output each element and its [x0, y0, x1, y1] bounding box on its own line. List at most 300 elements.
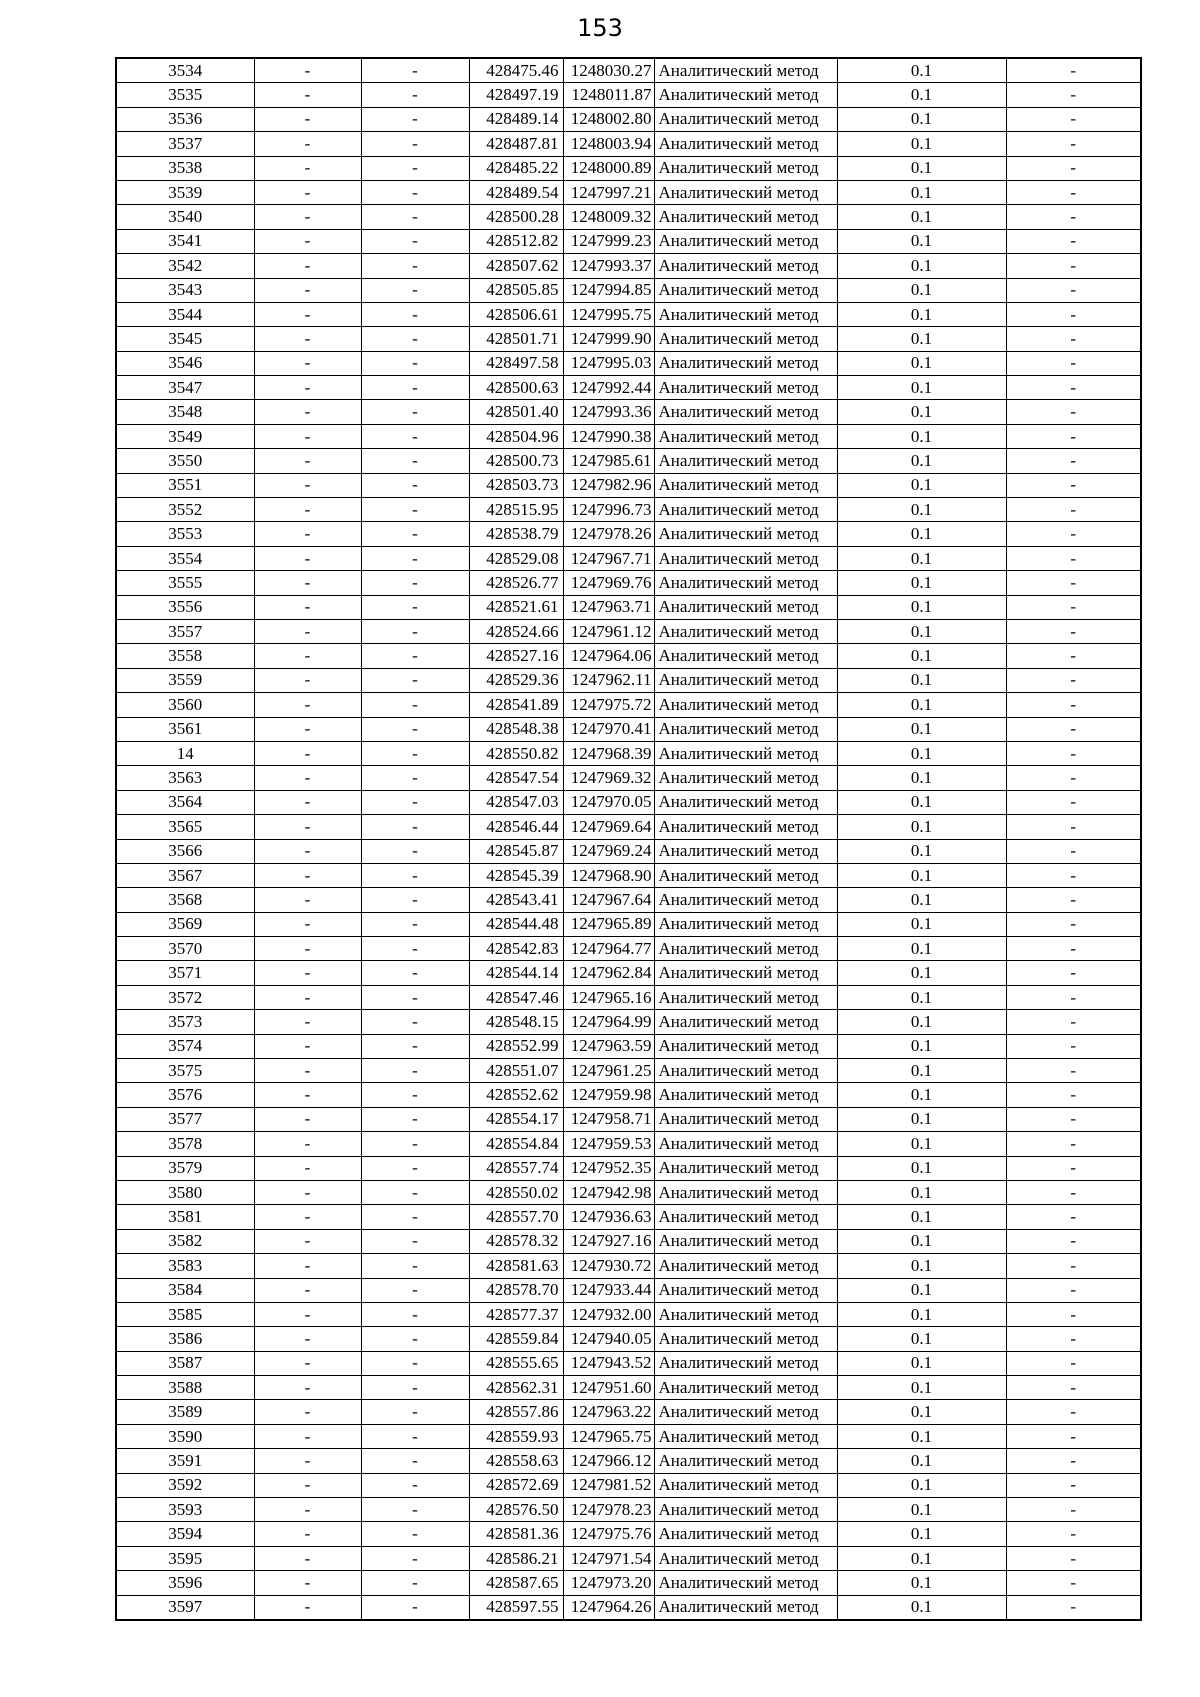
col-3-value: -: [361, 1083, 469, 1107]
accuracy-cell: 0.1: [837, 1424, 1006, 1448]
y-coordinate: 1247968.90: [563, 863, 654, 887]
method-cell: Аналитический метод: [654, 912, 837, 936]
accuracy-cell: 0.1: [837, 156, 1006, 180]
method-cell: Аналитический метод: [654, 1595, 837, 1620]
point-number: 3549: [116, 424, 254, 448]
point-number: 3580: [116, 1180, 254, 1204]
col-2-value: -: [254, 1449, 361, 1473]
table-row: [116, 107, 1141, 131]
accuracy-cell: 0.1: [837, 1327, 1006, 1351]
accuracy-cell: 0.1: [837, 839, 1006, 863]
accuracy-cell: 0.1: [837, 1229, 1006, 1253]
method-cell: Аналитический метод: [654, 302, 837, 326]
col-3-value: -: [361, 619, 469, 643]
note-cell: -: [1006, 839, 1141, 863]
y-coordinate: 1247969.64: [563, 815, 654, 839]
col-2-value: -: [254, 961, 361, 985]
note-cell: -: [1006, 1059, 1141, 1083]
method-cell: Аналитический метод: [654, 180, 837, 204]
accuracy-cell: 0.1: [837, 229, 1006, 253]
note-cell: -: [1006, 766, 1141, 790]
point-number: 3573: [116, 1010, 254, 1034]
method-cell: Аналитический метод: [654, 1546, 837, 1570]
col-2-value: -: [254, 156, 361, 180]
accuracy-cell: 0.1: [837, 693, 1006, 717]
point-number: 3557: [116, 619, 254, 643]
table-row: [116, 1010, 1141, 1034]
accuracy-cell: 0.1: [837, 1400, 1006, 1424]
method-cell: Аналитический метод: [654, 1254, 837, 1278]
point-number: 14: [116, 741, 254, 765]
table-row: [116, 400, 1141, 424]
col-2-value: -: [254, 619, 361, 643]
x-coordinate: 428545.39: [469, 863, 563, 887]
table-row: [116, 1351, 1141, 1375]
col-2-value: -: [254, 424, 361, 448]
method-cell: Аналитический метод: [654, 351, 837, 375]
method-cell: Аналитический метод: [654, 327, 837, 351]
note-cell: -: [1006, 863, 1141, 887]
y-coordinate: 1247967.71: [563, 546, 654, 570]
table-row: [116, 985, 1141, 1009]
col-2-value: -: [254, 205, 361, 229]
col-3-value: -: [361, 937, 469, 961]
col-2-value: -: [254, 1498, 361, 1522]
point-number: 3541: [116, 229, 254, 253]
col-2-value: -: [254, 741, 361, 765]
x-coordinate: 428542.83: [469, 937, 563, 961]
col-2-value: -: [254, 546, 361, 570]
table-row: [116, 1595, 1141, 1620]
note-cell: -: [1006, 546, 1141, 570]
point-number: 3595: [116, 1546, 254, 1570]
accuracy-cell: 0.1: [837, 473, 1006, 497]
point-number: 3579: [116, 1156, 254, 1180]
method-cell: Аналитический метод: [654, 1424, 837, 1448]
note-cell: -: [1006, 254, 1141, 278]
method-cell: Аналитический метод: [654, 644, 837, 668]
y-coordinate: 1247930.72: [563, 1254, 654, 1278]
accuracy-cell: 0.1: [837, 1010, 1006, 1034]
x-coordinate: 428559.93: [469, 1424, 563, 1448]
x-coordinate: 428547.46: [469, 985, 563, 1009]
col-2-value: -: [254, 766, 361, 790]
table-row: [116, 132, 1141, 156]
col-2-value: -: [254, 254, 361, 278]
y-coordinate: 1247995.75: [563, 302, 654, 326]
table-row: [116, 58, 1141, 83]
method-cell: Аналитический метод: [654, 498, 837, 522]
accuracy-cell: 0.1: [837, 546, 1006, 570]
y-coordinate: 1247964.99: [563, 1010, 654, 1034]
accuracy-cell: 0.1: [837, 498, 1006, 522]
page-number: 153: [577, 14, 623, 42]
x-coordinate: 428524.66: [469, 619, 563, 643]
col-3-value: -: [361, 1059, 469, 1083]
col-3-value: -: [361, 985, 469, 1009]
note-cell: -: [1006, 205, 1141, 229]
accuracy-cell: 0.1: [837, 302, 1006, 326]
x-coordinate: 428578.70: [469, 1278, 563, 1302]
y-coordinate: 1247999.90: [563, 327, 654, 351]
point-number: 3596: [116, 1571, 254, 1595]
point-number: 3542: [116, 254, 254, 278]
point-number: 3583: [116, 1254, 254, 1278]
col-2-value: -: [254, 815, 361, 839]
col-2-value: -: [254, 1571, 361, 1595]
table-row: [116, 595, 1141, 619]
y-coordinate: 1248030.27: [563, 58, 654, 83]
table-row: [116, 1132, 1141, 1156]
y-coordinate: 1247962.11: [563, 668, 654, 692]
col-2-value: -: [254, 1473, 361, 1497]
point-number: 3571: [116, 961, 254, 985]
x-coordinate: 428500.28: [469, 205, 563, 229]
accuracy-cell: 0.1: [837, 1132, 1006, 1156]
point-number: 3572: [116, 985, 254, 1009]
point-number: 3569: [116, 912, 254, 936]
accuracy-cell: 0.1: [837, 717, 1006, 741]
y-coordinate: 1247963.59: [563, 1034, 654, 1058]
point-number: 3592: [116, 1473, 254, 1497]
note-cell: -: [1006, 522, 1141, 546]
method-cell: Аналитический метод: [654, 619, 837, 643]
y-coordinate: 1247961.25: [563, 1059, 654, 1083]
table-row: [116, 1498, 1141, 1522]
note-cell: -: [1006, 473, 1141, 497]
col-2-value: -: [254, 1546, 361, 1570]
point-number: 3544: [116, 302, 254, 326]
note-cell: -: [1006, 498, 1141, 522]
table-row: [116, 254, 1141, 278]
col-2-value: -: [254, 1327, 361, 1351]
table-row: [116, 376, 1141, 400]
col-3-value: -: [361, 741, 469, 765]
point-number: 3567: [116, 863, 254, 887]
note-cell: -: [1006, 327, 1141, 351]
x-coordinate: 428552.99: [469, 1034, 563, 1058]
y-coordinate: 1247959.53: [563, 1132, 654, 1156]
y-coordinate: 1247961.12: [563, 619, 654, 643]
point-number: 3536: [116, 107, 254, 131]
accuracy-cell: 0.1: [837, 83, 1006, 107]
method-cell: Аналитический метод: [654, 132, 837, 156]
col-2-value: -: [254, 302, 361, 326]
y-coordinate: 1247969.76: [563, 571, 654, 595]
method-cell: Аналитический метод: [654, 1059, 837, 1083]
method-cell: Аналитический метод: [654, 1278, 837, 1302]
y-coordinate: 1247969.24: [563, 839, 654, 863]
table-row: [116, 546, 1141, 570]
col-3-value: -: [361, 1156, 469, 1180]
method-cell: Аналитический метод: [654, 595, 837, 619]
point-number: 3566: [116, 839, 254, 863]
col-2-value: -: [254, 937, 361, 961]
y-coordinate: 1247992.44: [563, 376, 654, 400]
x-coordinate: 428572.69: [469, 1473, 563, 1497]
table-row: [116, 1229, 1141, 1253]
accuracy-cell: 0.1: [837, 424, 1006, 448]
col-3-value: -: [361, 1254, 469, 1278]
col-2-value: -: [254, 1302, 361, 1326]
col-2-value: -: [254, 58, 361, 83]
note-cell: -: [1006, 1498, 1141, 1522]
note-cell: -: [1006, 229, 1141, 253]
method-cell: Аналитический метод: [654, 766, 837, 790]
x-coordinate: 428507.62: [469, 254, 563, 278]
note-cell: -: [1006, 1522, 1141, 1546]
col-3-value: -: [361, 766, 469, 790]
x-coordinate: 428487.81: [469, 132, 563, 156]
accuracy-cell: 0.1: [837, 1376, 1006, 1400]
point-number: 3548: [116, 400, 254, 424]
col-3-value: -: [361, 327, 469, 351]
x-coordinate: 428526.77: [469, 571, 563, 595]
note-cell: -: [1006, 1595, 1141, 1620]
note-cell: -: [1006, 1327, 1141, 1351]
note-cell: -: [1006, 83, 1141, 107]
method-cell: Аналитический метод: [654, 717, 837, 741]
col-2-value: -: [254, 1254, 361, 1278]
method-cell: Аналитический метод: [654, 473, 837, 497]
x-coordinate: 428544.14: [469, 961, 563, 985]
note-cell: -: [1006, 376, 1141, 400]
table-row: [116, 229, 1141, 253]
col-2-value: -: [254, 839, 361, 863]
note-cell: -: [1006, 644, 1141, 668]
x-coordinate: 428551.07: [469, 1059, 563, 1083]
point-number: 3588: [116, 1376, 254, 1400]
point-number: 3558: [116, 644, 254, 668]
method-cell: Аналитический метод: [654, 1034, 837, 1058]
table-row: [116, 83, 1141, 107]
method-cell: Аналитический метод: [654, 1449, 837, 1473]
accuracy-cell: 0.1: [837, 595, 1006, 619]
col-2-value: -: [254, 595, 361, 619]
accuracy-cell: 0.1: [837, 376, 1006, 400]
point-number: 3578: [116, 1132, 254, 1156]
note-cell: -: [1006, 912, 1141, 936]
col-3-value: -: [361, 1351, 469, 1375]
y-coordinate: 1247997.21: [563, 180, 654, 204]
y-coordinate: 1247985.61: [563, 449, 654, 473]
col-3-value: -: [361, 839, 469, 863]
y-coordinate: 1247969.32: [563, 766, 654, 790]
point-number: 3543: [116, 278, 254, 302]
col-3-value: -: [361, 424, 469, 448]
point-number: 3577: [116, 1107, 254, 1131]
table-row: [116, 424, 1141, 448]
x-coordinate: 428559.84: [469, 1327, 563, 1351]
x-coordinate: 428497.19: [469, 83, 563, 107]
point-number: 3550: [116, 449, 254, 473]
col-3-value: -: [361, 180, 469, 204]
y-coordinate: 1248000.89: [563, 156, 654, 180]
col-2-value: -: [254, 1351, 361, 1375]
table-row: [116, 644, 1141, 668]
method-cell: Аналитический метод: [654, 205, 837, 229]
accuracy-cell: 0.1: [837, 1449, 1006, 1473]
col-3-value: -: [361, 1595, 469, 1620]
y-coordinate: 1247996.73: [563, 498, 654, 522]
method-cell: Аналитический метод: [654, 1376, 837, 1400]
table-row: [116, 1156, 1141, 1180]
point-number: 3582: [116, 1229, 254, 1253]
method-cell: Аналитический метод: [654, 1498, 837, 1522]
x-coordinate: 428505.85: [469, 278, 563, 302]
method-cell: Аналитический метод: [654, 1083, 837, 1107]
table-row: [116, 180, 1141, 204]
x-coordinate: 428576.50: [469, 1498, 563, 1522]
y-coordinate: 1247975.72: [563, 693, 654, 717]
col-2-value: -: [254, 888, 361, 912]
col-2-value: -: [254, 1180, 361, 1204]
point-number: 3540: [116, 205, 254, 229]
x-coordinate: 428555.65: [469, 1351, 563, 1375]
table-row: [116, 1302, 1141, 1326]
col-3-value: -: [361, 668, 469, 692]
accuracy-cell: 0.1: [837, 1473, 1006, 1497]
col-2-value: -: [254, 1229, 361, 1253]
accuracy-cell: 0.1: [837, 1595, 1006, 1620]
y-coordinate: 1247975.76: [563, 1522, 654, 1546]
point-number: 3546: [116, 351, 254, 375]
y-coordinate: 1247966.12: [563, 1449, 654, 1473]
point-number: 3538: [116, 156, 254, 180]
col-3-value: -: [361, 1107, 469, 1131]
note-cell: -: [1006, 815, 1141, 839]
col-3-value: -: [361, 400, 469, 424]
col-2-value: -: [254, 644, 361, 668]
table-row: [116, 839, 1141, 863]
accuracy-cell: 0.1: [837, 254, 1006, 278]
col-2-value: -: [254, 717, 361, 741]
coordinates-table: [115, 57, 1142, 1621]
col-2-value: -: [254, 376, 361, 400]
note-cell: -: [1006, 424, 1141, 448]
col-3-value: -: [361, 58, 469, 83]
y-coordinate: 1247933.44: [563, 1278, 654, 1302]
accuracy-cell: 0.1: [837, 644, 1006, 668]
table-row: [116, 1424, 1141, 1448]
col-2-value: -: [254, 229, 361, 253]
table-row: [116, 1522, 1141, 1546]
point-number: 3597: [116, 1595, 254, 1620]
col-2-value: -: [254, 473, 361, 497]
table-row: [116, 888, 1141, 912]
col-3-value: -: [361, 1180, 469, 1204]
col-3-value: -: [361, 1010, 469, 1034]
table-row: [116, 1473, 1141, 1497]
col-2-value: -: [254, 351, 361, 375]
col-3-value: -: [361, 693, 469, 717]
method-cell: Аналитический метод: [654, 571, 837, 595]
accuracy-cell: 0.1: [837, 815, 1006, 839]
table-body: [116, 58, 1141, 1620]
method-cell: Аналитический метод: [654, 1010, 837, 1034]
x-coordinate: 428557.70: [469, 1205, 563, 1229]
y-coordinate: 1247994.85: [563, 278, 654, 302]
note-cell: -: [1006, 1400, 1141, 1424]
col-3-value: -: [361, 1571, 469, 1595]
method-cell: Аналитический метод: [654, 863, 837, 887]
col-2-value: -: [254, 1034, 361, 1058]
col-2-value: -: [254, 1059, 361, 1083]
col-3-value: -: [361, 229, 469, 253]
method-cell: Аналитический метод: [654, 1400, 837, 1424]
accuracy-cell: 0.1: [837, 1302, 1006, 1326]
accuracy-cell: 0.1: [837, 1498, 1006, 1522]
col-3-value: -: [361, 254, 469, 278]
col-2-value: -: [254, 863, 361, 887]
note-cell: -: [1006, 156, 1141, 180]
method-cell: Аналитический метод: [654, 1351, 837, 1375]
col-3-value: -: [361, 1302, 469, 1326]
note-cell: -: [1006, 937, 1141, 961]
method-cell: Аналитический метод: [654, 1180, 837, 1204]
note-cell: -: [1006, 1424, 1141, 1448]
accuracy-cell: 0.1: [837, 327, 1006, 351]
accuracy-cell: 0.1: [837, 1351, 1006, 1375]
method-cell: Аналитический метод: [654, 1327, 837, 1351]
accuracy-cell: 0.1: [837, 1546, 1006, 1570]
note-cell: -: [1006, 790, 1141, 814]
col-2-value: -: [254, 693, 361, 717]
table-row: [116, 156, 1141, 180]
point-number: 3591: [116, 1449, 254, 1473]
accuracy-cell: 0.1: [837, 619, 1006, 643]
x-coordinate: 428546.44: [469, 815, 563, 839]
col-2-value: -: [254, 1522, 361, 1546]
note-cell: -: [1006, 668, 1141, 692]
col-3-value: -: [361, 888, 469, 912]
accuracy-cell: 0.1: [837, 132, 1006, 156]
y-coordinate: 1247940.05: [563, 1327, 654, 1351]
point-number: 3585: [116, 1302, 254, 1326]
accuracy-cell: 0.1: [837, 571, 1006, 595]
x-coordinate: 428529.36: [469, 668, 563, 692]
note-cell: -: [1006, 619, 1141, 643]
table-row: [116, 1254, 1141, 1278]
point-number: 3565: [116, 815, 254, 839]
note-cell: -: [1006, 1107, 1141, 1131]
x-coordinate: 428554.17: [469, 1107, 563, 1131]
col-2-value: -: [254, 1083, 361, 1107]
point-number: 3587: [116, 1351, 254, 1375]
table-row: [116, 1059, 1141, 1083]
point-number: 3560: [116, 693, 254, 717]
col-3-value: -: [361, 644, 469, 668]
accuracy-cell: 0.1: [837, 1034, 1006, 1058]
note-cell: -: [1006, 595, 1141, 619]
x-coordinate: 428562.31: [469, 1376, 563, 1400]
note-cell: -: [1006, 1180, 1141, 1204]
x-coordinate: 428550.02: [469, 1180, 563, 1204]
method-cell: Аналитический метод: [654, 937, 837, 961]
point-number: 3581: [116, 1205, 254, 1229]
y-coordinate: 1247999.23: [563, 229, 654, 253]
table-row: [116, 790, 1141, 814]
accuracy-cell: 0.1: [837, 1156, 1006, 1180]
accuracy-cell: 0.1: [837, 766, 1006, 790]
col-2-value: -: [254, 107, 361, 131]
table-row: [116, 668, 1141, 692]
x-coordinate: 428578.32: [469, 1229, 563, 1253]
accuracy-cell: 0.1: [837, 1254, 1006, 1278]
accuracy-cell: 0.1: [837, 1059, 1006, 1083]
point-number: 3589: [116, 1400, 254, 1424]
method-cell: Аналитический метод: [654, 1205, 837, 1229]
